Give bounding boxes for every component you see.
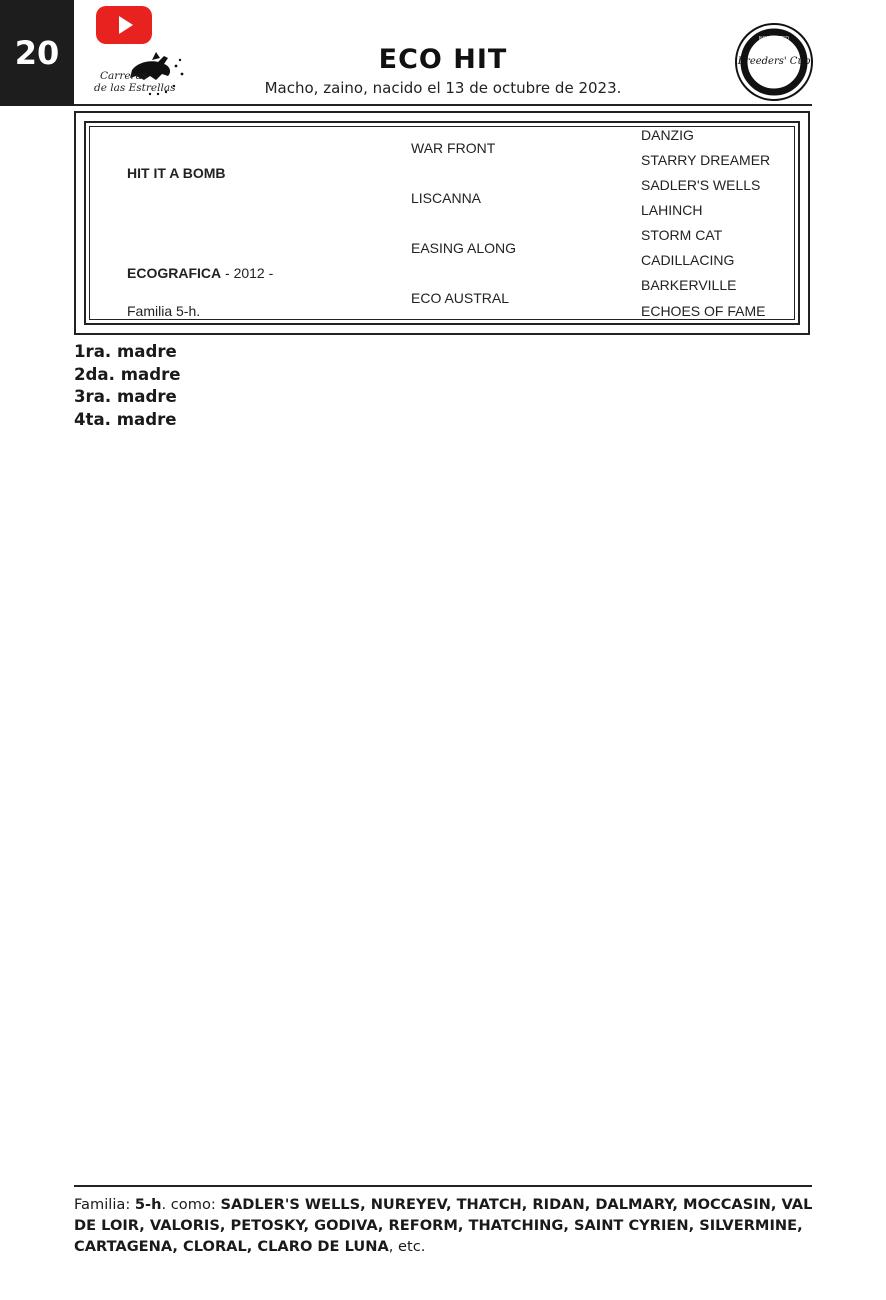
- pedigree-dam: ECOGRAFICA - 2012 -: [127, 265, 274, 281]
- horse-description: Macho, zaino, nacido el 13 de octubre de 2023.: [264, 79, 622, 97]
- pedigree-3rd-gen: STARRY DREAMER: [641, 152, 771, 168]
- pedigree-3rd-gen: DANZIG: [641, 127, 694, 143]
- breeders-cup-text: Breeders' Cup: [737, 56, 811, 67]
- family-footer: Familia: 5-h. como: SADLER'S WELLS, NUREYEV, THATCH, RIDAN, DALMARY, MOCCASIN, VAL DE LOIR, VALORIS, PETOSKY, GODIVA, REFORM, THATCHING, SAINT CYRIEN, SILVERMINE, CARTAGENA, CLORAL, CLARO DE LUNA, etc.: [74, 1196, 813, 1255]
- pedigree-3rd-gen: ECHOES OF FAME: [641, 303, 766, 319]
- footer-divider: [74, 1185, 812, 1187]
- pedigree-family: Familia 5-h.: [127, 303, 201, 319]
- pedigree-2nd-gen: ECO AUSTRAL: [411, 290, 510, 306]
- section-heading: 3ra. madre: [74, 387, 177, 406]
- pedigree-2nd-gen: LISCANNA: [411, 190, 482, 206]
- logo-text-line-1: Carreras: [100, 70, 148, 82]
- pedigree-3rd-gen: CADILLACING: [641, 252, 735, 268]
- nominated-ring-text: NOMINATED: [758, 36, 790, 42]
- pedigree-3rd-gen: SADLER'S WELLS: [641, 177, 761, 193]
- youtube-play-icon[interactable]: [96, 6, 152, 44]
- pedigree-3rd-gen: LAHINCH: [641, 202, 703, 218]
- pedigree-3rd-gen: BARKERVILLE: [641, 277, 737, 293]
- lot-number: 20: [0, 0, 74, 106]
- section-heading: 2da. madre: [74, 364, 181, 384]
- section-heading: 1ra. madre: [74, 342, 177, 361]
- pedigree-3rd-gen: STORM CAT: [641, 227, 723, 243]
- female-family-body: [74, 341, 814, 431]
- logo-text-line-2: de las Estrellas: [94, 82, 176, 94]
- horse-name-title: ECO HIT: [378, 44, 508, 75]
- pedigree-2nd-gen: EASING ALONG: [411, 240, 517, 256]
- pedigree-2nd-gen: WAR FRONT: [411, 140, 496, 156]
- breeders-cup-seal-icon: [734, 22, 814, 102]
- section-heading: 4ta. madre: [74, 409, 177, 429]
- pedigree-sire: HIT IT A BOMB: [127, 165, 226, 181]
- header-divider: [74, 104, 812, 106]
